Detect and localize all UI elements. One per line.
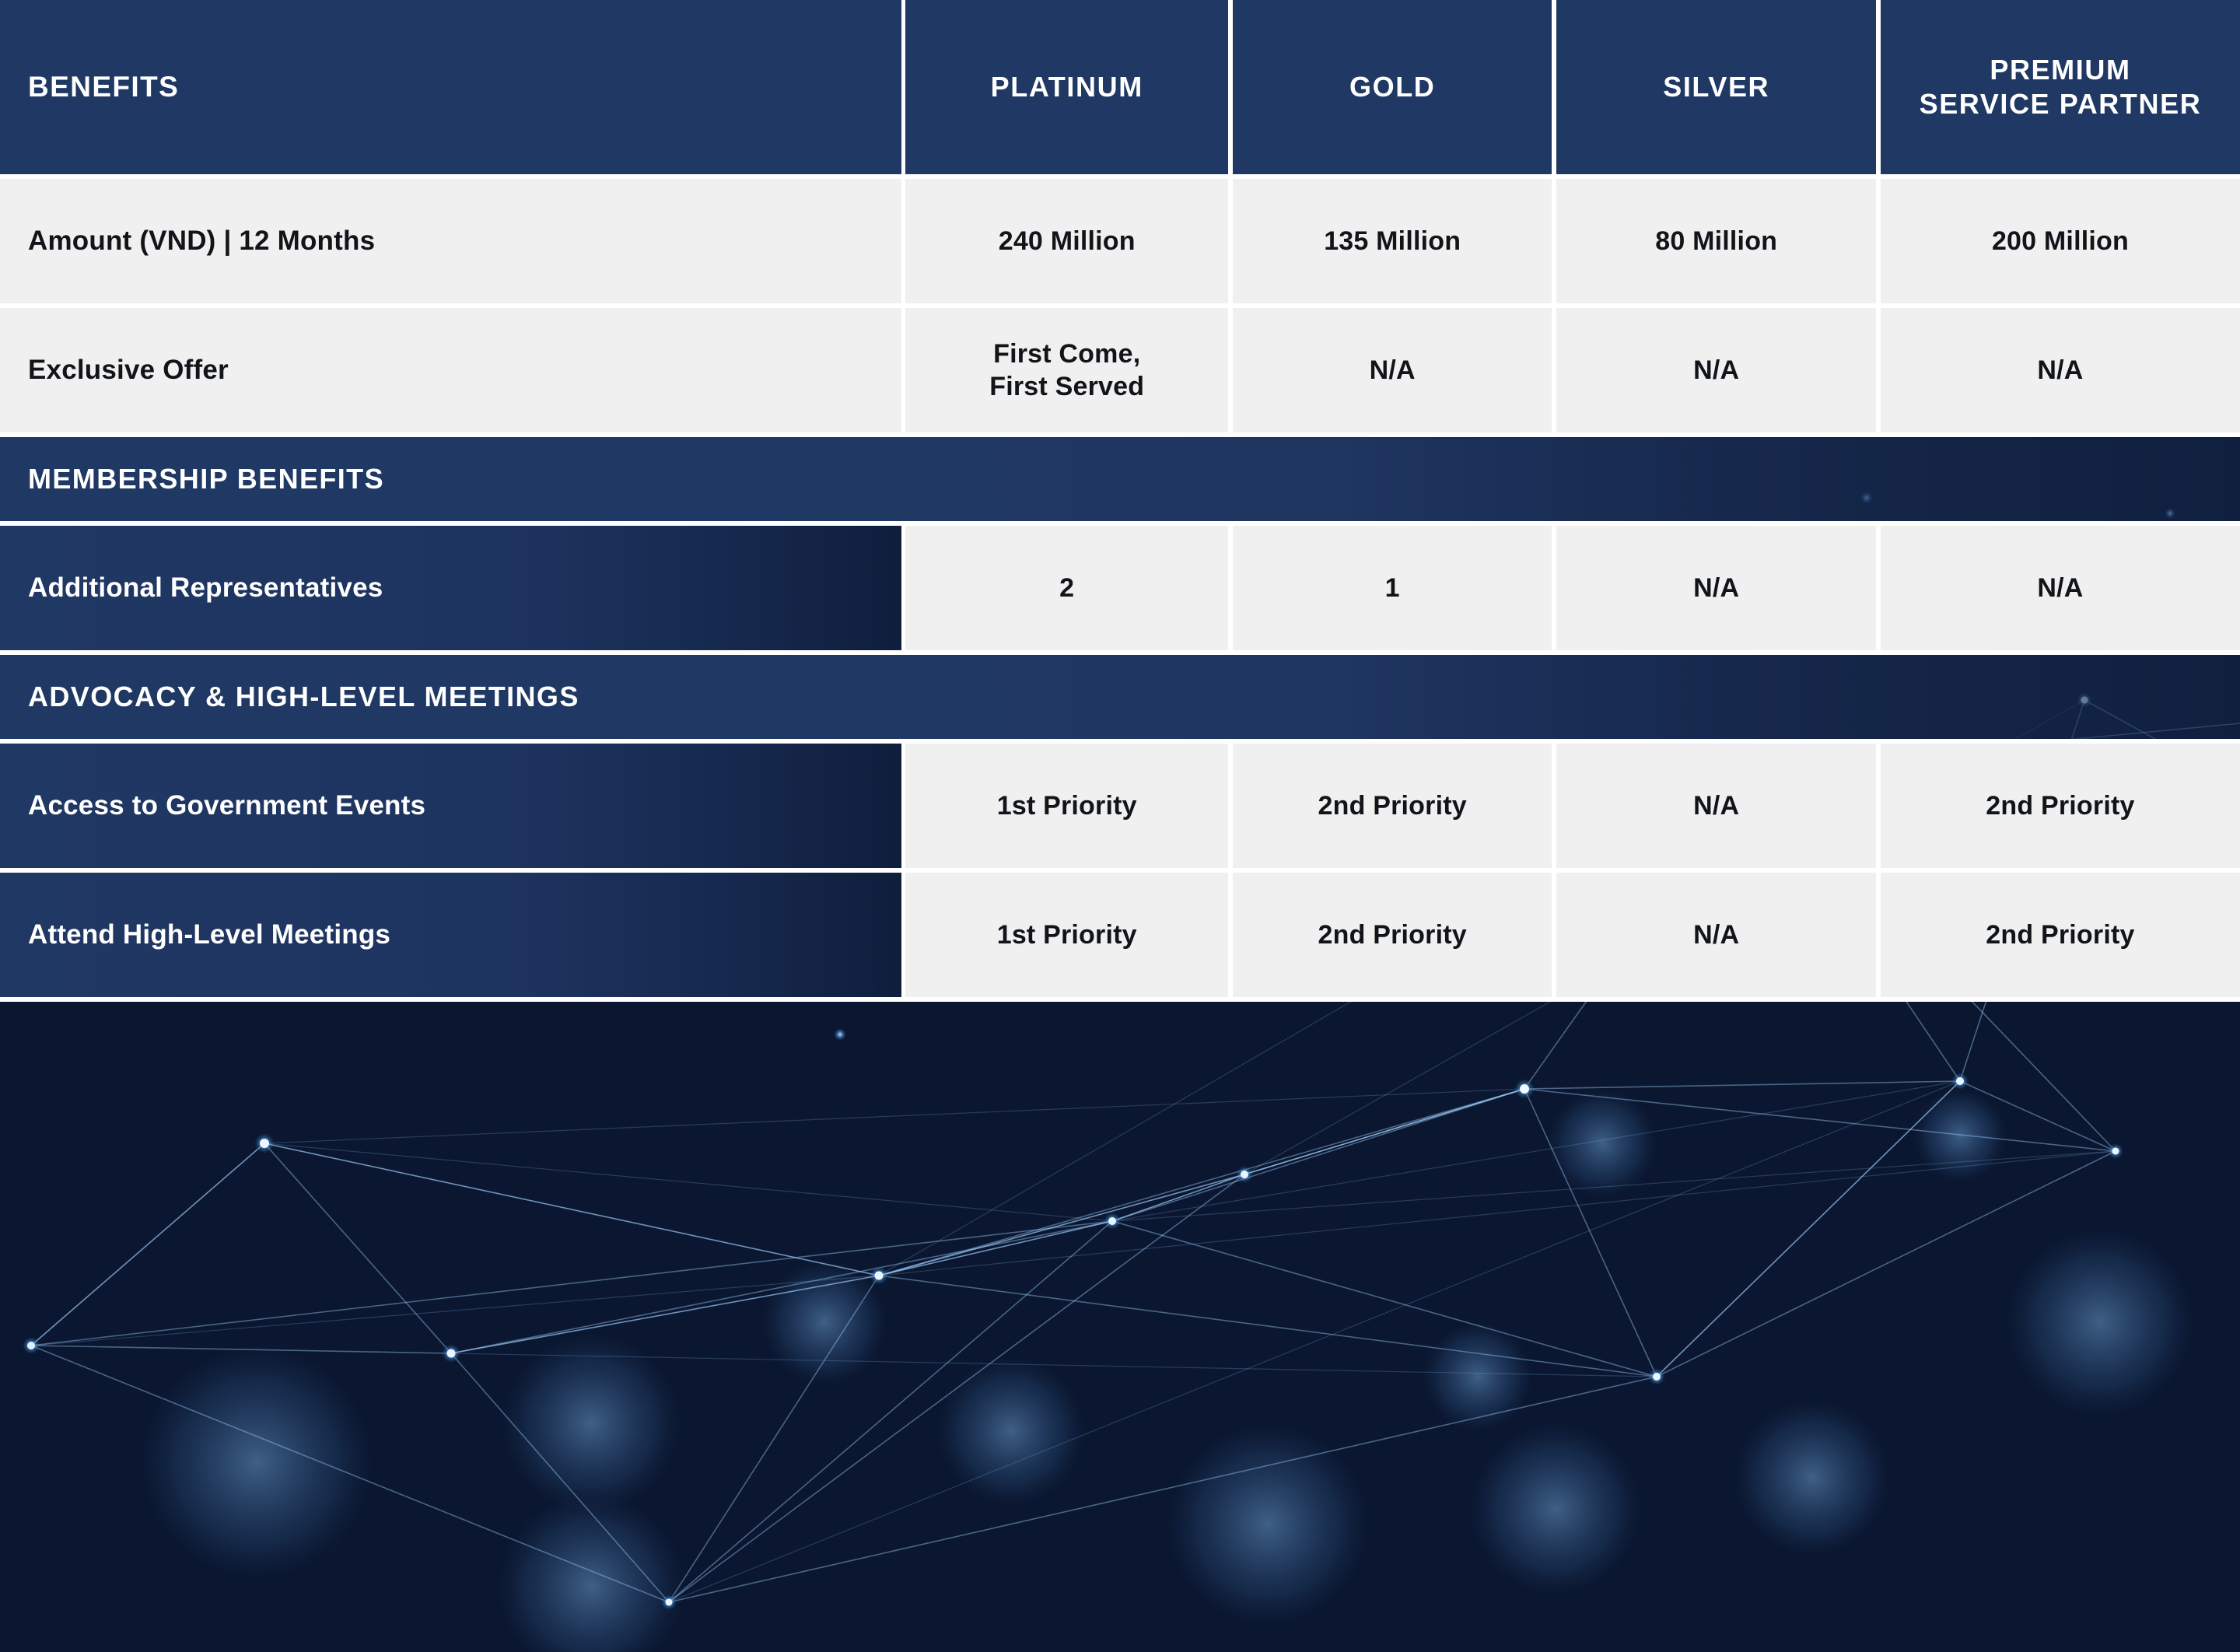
cell-amount-premium: 200 Million — [1881, 179, 2240, 303]
cell-gov-events-platinum: 1st Priority — [905, 744, 1228, 868]
section-title-membership-benefits: MEMBERSHIP BENEFITS — [28, 463, 384, 495]
row-divider — [0, 997, 2240, 1002]
cell-additional-reps-gold: 1 — [1233, 526, 1552, 650]
table-row — [0, 308, 2240, 432]
cell-gov-events-premium: 2nd Priority — [1881, 744, 2240, 868]
cell-high-level-platinum: 1st Priority — [905, 873, 1228, 997]
table-header-row — [0, 0, 2240, 174]
section-title-advocacy: ADVOCACY & HIGH-LEVEL MEETINGS — [28, 681, 579, 712]
cell-amount-platinum: 240 Million — [905, 179, 1228, 303]
cell-high-level-premium: 2nd Priority — [1881, 873, 2240, 997]
cell-exclusive-offer-platinum — [905, 308, 1228, 432]
cell-exclusive-offer-gold: N/A — [1233, 308, 1552, 432]
header-gold: GOLD — [1233, 0, 1552, 174]
header-premium-line1: PREMIUM — [1990, 54, 2131, 86]
cell-exclusive-offer-premium: N/A — [1881, 308, 2240, 432]
table-row — [0, 526, 2240, 650]
header-benefits: BENEFITS — [0, 0, 901, 174]
cell-additional-reps-platinum: 2 — [905, 526, 1228, 650]
table-row — [0, 179, 2240, 303]
cell-additional-reps-silver: N/A — [1556, 526, 1876, 650]
section-header-membership-benefits — [0, 437, 2240, 521]
row-label-access-government-events: Access to Government Events — [0, 744, 901, 868]
cell-exclusive-offer-platinum-line2: First Served — [989, 372, 1145, 401]
row-label-additional-representatives: Additional Representatives — [0, 526, 901, 650]
header-silver: SILVER — [1556, 0, 1876, 174]
section-header-advocacy-high-level-meetings — [0, 655, 2240, 739]
cell-amount-silver: 80 Million — [1556, 179, 1876, 303]
header-premium-service-partner — [1881, 0, 2240, 174]
cell-high-level-gold: 2nd Priority — [1233, 873, 1552, 997]
header-platinum: PLATINUM — [905, 0, 1228, 174]
row-label-amount: Amount (VND) | 12 Months — [0, 179, 901, 303]
cell-gov-events-gold: 2nd Priority — [1233, 744, 1552, 868]
table-row — [0, 744, 2240, 868]
cell-additional-reps-premium: N/A — [1881, 526, 2240, 650]
cell-amount-gold: 135 Million — [1233, 179, 1552, 303]
cell-high-level-silver: N/A — [1556, 873, 1876, 997]
cell-gov-events-silver: N/A — [1556, 744, 1876, 868]
table-row — [0, 873, 2240, 997]
row-label-exclusive-offer: Exclusive Offer — [0, 308, 901, 432]
cell-exclusive-offer-silver: N/A — [1556, 308, 1876, 432]
row-label-attend-high-level-meetings: Attend High-Level Meetings — [0, 873, 901, 997]
cell-exclusive-offer-platinum-line1: First Come, — [993, 338, 1141, 369]
header-premium-line2: SERVICE PARTNER — [1919, 88, 2202, 120]
